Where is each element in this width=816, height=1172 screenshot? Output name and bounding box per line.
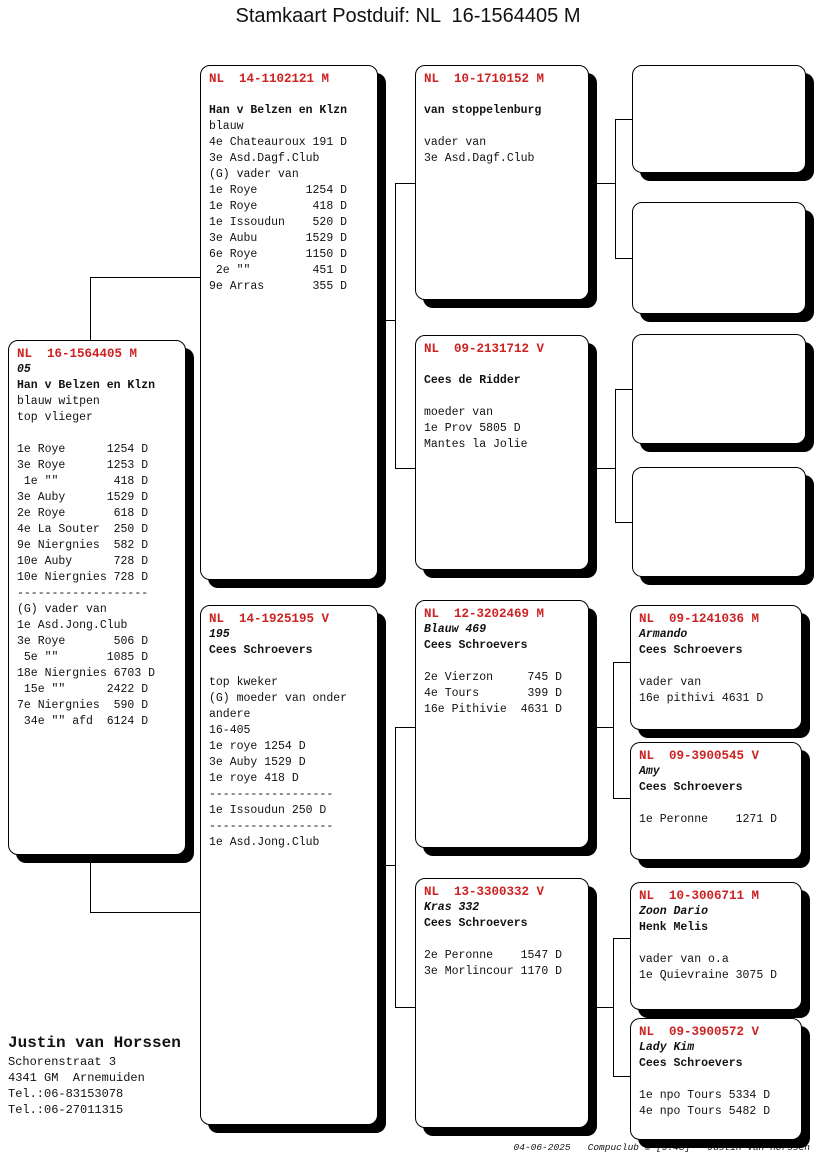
pedigree-line: vader van xyxy=(639,676,702,689)
ring-number: NL 14-1925195 V xyxy=(209,612,330,626)
pedigree-line: 4e npo Tours 5482 D xyxy=(639,1105,771,1118)
pedigree-line xyxy=(639,936,799,952)
box-lines xyxy=(17,362,183,730)
pedigree-line: (G) vader van xyxy=(209,168,299,181)
pedigree-line: ------------------ xyxy=(209,788,334,801)
pedigree-box-paternal-granddam xyxy=(415,335,589,570)
pedigree-line: 1e Issoudun 520 D xyxy=(209,216,348,229)
pedigree-box-mother xyxy=(200,605,378,1125)
pedigree-line: Han v Belzen en Klzn xyxy=(17,379,156,392)
pedigree-line: Mantes la Jolie xyxy=(424,438,528,451)
box-lines xyxy=(424,622,586,718)
ring-number: NL 09-3900545 V xyxy=(639,749,760,763)
pedigree-line: 1e roye 1254 D xyxy=(209,740,306,753)
pedigree-line: 3e Asd.Dagf.Club xyxy=(424,152,535,165)
connector-line xyxy=(615,389,632,390)
pedigree-line: 1e npo Tours 5334 D xyxy=(639,1089,771,1102)
pedigree-line: 7e Niergnies 590 D xyxy=(17,699,149,712)
pedigree-box-subject xyxy=(8,340,186,855)
pedigree-line: 10e Niergnies 728 D xyxy=(17,571,149,584)
ring-number: NL 16-1564405 M xyxy=(17,347,138,361)
box-lines xyxy=(639,904,799,984)
pedigree-line: 1e Asd.Jong.Club xyxy=(17,619,128,632)
owner-address-line: Schorenstraat 3 xyxy=(8,1055,117,1069)
pedigree-line xyxy=(424,119,586,135)
pedigree-line: 16-405 xyxy=(209,724,251,737)
connector-line xyxy=(90,277,91,341)
pedigree-box-maternal-grandsire xyxy=(415,600,589,848)
pedigree-line: andere xyxy=(209,708,251,721)
pedigree-line: Cees Schroevers xyxy=(639,781,743,794)
pedigree-line: Han v Belzen en Klzn xyxy=(209,104,348,117)
pedigree-line: blauw witpen xyxy=(17,395,100,408)
pedigree-box-paternal-grandsire xyxy=(415,65,589,300)
pedigree-line: Cees de Ridder xyxy=(424,374,521,387)
pedigree-line: top kweker xyxy=(209,676,279,689)
pedigree-line: 1e Issoudun 250 D xyxy=(209,804,327,817)
pedigree-line: 3e Auby 1529 D xyxy=(209,756,306,769)
pedigree-line: blauw xyxy=(209,120,244,133)
ring-number: NL 09-3900572 V xyxy=(639,1025,760,1039)
pedigree-line: 9e Niergnies 582 D xyxy=(17,539,149,552)
pedigree-line: Armando xyxy=(639,628,688,641)
pedigree-line: 16e Pithivie 4631 D xyxy=(424,703,563,716)
pedigree-box-zoon-dario xyxy=(630,882,802,1010)
connector-line xyxy=(395,468,415,469)
owner-block xyxy=(8,1032,181,1118)
pedigree-line: ------------------ xyxy=(209,820,334,833)
pedigree-box-maternal-granddam xyxy=(415,878,589,1128)
pedigree-line: 34e "" afd 6124 D xyxy=(17,715,149,728)
connector-line xyxy=(613,662,630,663)
pedigree-line: 1e roye 418 D xyxy=(209,772,299,785)
pedigree-line: Cees Schroevers xyxy=(424,639,528,652)
owner-address-line: 4341 GM Arnemuiden xyxy=(8,1071,145,1085)
box-lines xyxy=(639,764,799,828)
pedigree-line: 4e La Souter 250 D xyxy=(17,523,149,536)
connector-line xyxy=(395,727,396,1008)
pedigree-line: 2e "" 451 D xyxy=(209,264,348,277)
pedigree-line: Amy xyxy=(639,765,660,778)
ring-number: NL 09-1241036 M xyxy=(639,612,760,626)
connector-line xyxy=(615,389,616,523)
pedigree-line: 2e Roye 618 D xyxy=(17,507,149,520)
pedigree-box-lady-kim xyxy=(630,1018,802,1140)
connector-line xyxy=(395,183,396,469)
ring-number: NL 13-3300332 V xyxy=(424,885,545,899)
pedigree-line: 1e Peronne 1271 D xyxy=(639,813,778,826)
pedigree-line: van stoppelenburg xyxy=(424,104,542,117)
pedigree-line: 4e Tours 399 D xyxy=(424,687,563,700)
connector-line xyxy=(588,468,616,469)
pedigree-line: Cees Schroevers xyxy=(639,1057,743,1070)
pedigree-line: 1e Prov 5805 D xyxy=(424,422,521,435)
connector-line xyxy=(615,522,632,523)
pedigree-line: 1e Roye 1254 D xyxy=(209,184,348,197)
pedigree-line xyxy=(639,796,799,812)
pedigree-line: Henk Melis xyxy=(639,921,709,934)
box-lines xyxy=(424,900,586,980)
pedigree-line xyxy=(209,659,375,675)
pedigree-line: 5e "" 1085 D xyxy=(17,651,149,664)
box-lines xyxy=(424,357,586,453)
pedigree-line: 3e Roye 1253 D xyxy=(17,459,149,472)
pedigree-line xyxy=(639,659,799,675)
pedigree-line: Blauw 469 xyxy=(424,623,487,636)
pedigree-line: 1e Quievraine 3075 D xyxy=(639,969,778,982)
pedigree-line: Zoon Dario xyxy=(639,905,709,918)
connector-line xyxy=(613,1076,630,1077)
pedigree-line: ------------------- xyxy=(17,587,149,600)
connector-line xyxy=(615,119,632,120)
pedigree-line xyxy=(17,426,183,442)
pedigree-line xyxy=(424,932,586,948)
pedigree-line xyxy=(424,357,586,373)
pedigree-line: 3e Morlincour 1170 D xyxy=(424,965,563,978)
pedigree-line xyxy=(209,87,375,103)
pedigree-line: 1e Roye 418 D xyxy=(209,200,348,213)
pedigree-box-armando xyxy=(630,605,802,730)
connector-line xyxy=(613,938,614,1077)
pedigree-line: 9e Arras 355 D xyxy=(209,280,348,293)
pedigree-line xyxy=(424,389,586,405)
pedigree-line: Cees Schroevers xyxy=(639,644,743,657)
pedigree-line: 2e Vierzon 745 D xyxy=(424,671,563,684)
connector-line xyxy=(90,854,91,913)
connector-line xyxy=(90,277,200,278)
connector-line xyxy=(588,1007,614,1008)
pedigree-line: (G) moeder van onder xyxy=(209,692,348,705)
connector-line xyxy=(588,183,616,184)
pedigree-line: 3e Auby 1529 D xyxy=(17,491,149,504)
pedigree-line: 1e Asd.Jong.Club xyxy=(209,836,320,849)
ring-number: NL 09-2131712 V xyxy=(424,342,545,356)
pedigree-line: 16e pithivi 4631 D xyxy=(639,692,764,705)
pedigree-line: vader van xyxy=(424,136,487,149)
connector-line xyxy=(615,258,632,259)
ring-number: NL 10-1710152 M xyxy=(424,72,545,86)
connector-line xyxy=(376,320,396,321)
connector-line xyxy=(615,119,616,259)
connector-line xyxy=(613,662,614,799)
connector-line xyxy=(613,938,630,939)
box-lines xyxy=(209,627,375,851)
pedigree-line: Cees Schroevers xyxy=(209,644,313,657)
pedigree-line: 4e Chateauroux 191 D xyxy=(209,136,348,149)
pedigree-box-amy xyxy=(630,742,802,860)
pedigree-box-father xyxy=(200,65,378,580)
pedigree-line: 05 xyxy=(17,363,31,376)
connector-line xyxy=(90,912,200,913)
connector-line xyxy=(395,183,415,184)
pedigree-line: moeder van xyxy=(424,406,494,419)
connector-line xyxy=(395,1007,415,1008)
pedigree-line: 15e "" 2422 D xyxy=(17,683,149,696)
footer-credit: 04-06-2025 Compuclub © [9.48] Justin van Horssen xyxy=(513,1142,810,1153)
pedigree-line: 2e Peronne 1547 D xyxy=(424,949,563,962)
owner-phone-line: Tel.:06-83153078 xyxy=(8,1087,124,1101)
pedigree-line: 6e Roye 1150 D xyxy=(209,248,348,261)
pedigree-line: Kras 332 xyxy=(424,901,480,914)
pedigree-line: 10e Auby 728 D xyxy=(17,555,149,568)
page-title: Stamkaart Postduif: NL 16-1564405 M xyxy=(235,5,581,27)
ring-number: NL 14-1102121 M xyxy=(209,72,330,86)
pedigree-line: 3e Aubu 1529 D xyxy=(209,232,348,245)
pedigree-line: Cees Schroevers xyxy=(424,917,528,930)
pedigree-line: 1e "" 418 D xyxy=(17,475,149,488)
pedigree-line: Lady Kim xyxy=(639,1041,695,1054)
pedigree-box-empty-3 xyxy=(632,334,806,444)
pedigree-line: 195 xyxy=(209,628,230,641)
pedigree-line: 18e Niergnies 6703 D xyxy=(17,667,156,680)
pedigree-box-empty-4 xyxy=(632,467,806,577)
box-lines xyxy=(209,87,375,295)
pedigree-line xyxy=(639,1072,799,1088)
pedigree-line: vader van o.a xyxy=(639,953,729,966)
ring-number: NL 12-3202469 M xyxy=(424,607,545,621)
owner-name: Justin van Horssen xyxy=(8,1034,181,1052)
pedigree-line: 3e Asd.Dagf.Club xyxy=(209,152,320,165)
pedigree-box-empty-2 xyxy=(632,202,806,314)
owner-phone-line: Tel.:06-27011315 xyxy=(8,1103,124,1117)
box-lines xyxy=(639,1040,799,1120)
connector-line xyxy=(376,865,396,866)
pedigree-line xyxy=(424,87,586,103)
pedigree-line: 1e Roye 1254 D xyxy=(17,443,149,456)
pedigree-line: (G) vader van xyxy=(17,603,107,616)
ring-number: NL 10-3006711 M xyxy=(639,889,760,903)
pedigree-line xyxy=(424,654,586,670)
connector-line xyxy=(395,727,415,728)
connector-line xyxy=(613,798,630,799)
connector-line xyxy=(588,727,614,728)
box-lines xyxy=(639,627,799,707)
pedigree-box-empty-1 xyxy=(632,65,806,173)
pedigree-line: top vlieger xyxy=(17,411,93,424)
box-lines xyxy=(424,87,586,167)
pedigree-line: 3e Roye 506 D xyxy=(17,635,149,648)
